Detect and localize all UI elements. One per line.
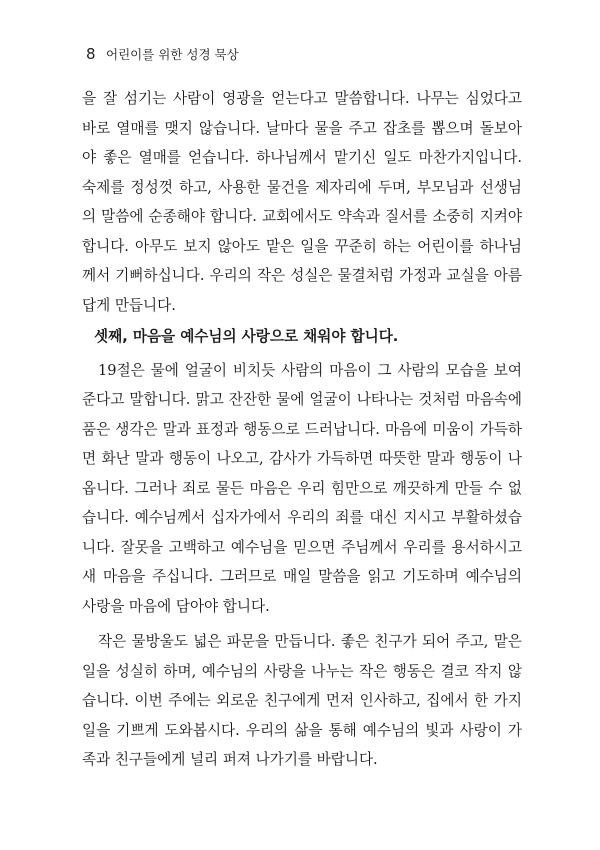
running-header bbox=[86, 45, 239, 63]
paragraph: 19절은 물에 얼굴이 비치듯 사람의 마음이 그 사람의 모습을 보여 준다고 말합니다. 맑고 잔잔한 물에 얼굴이 나타나는 것처럼 마음속에 품은 생각은 말과 표정과 행동으로 드러납니다. 마음에 미움이 가득하면 화난 말과 행동이 나오고, 감사가 가득하면 따뜻한 말과 행동이 나옵니다. 그러나 죄로 물든 마음은 우리 힘만으로 깨끗하게 만들 수 없습니다. 예수님께서 십자가에서 우리의 죄를 대신 지시고 부활하셨습니다. 잘못을 고백하고 예수님을 믿으면 주님께서 우리를 용서하시고 새 마음을 주십니다. 그러므로 매일 말씀을 읽고 기도하며 예수님의 사랑을 마음에 담아야 합니다. bbox=[82, 361, 522, 615]
paragraph-closing: 작은 물방울도 넓은 파문을 만듭니다. 좋은 친구가 되어 주고, 맡은 일을 성실히 하며, 예수님의 사랑을 나누는 작은 행동은 결코 작지 않습니다. 이번 주에는 외로운 친구에게 먼저 인사하고, 집에서 한 가지 일을 기쁘게 도와봅시다. 우리의 삶을 통해 예수님의 빛과 사랑이 가족과 친구들에게 널리 퍼져 나가기를 바랍니다. bbox=[82, 633, 522, 768]
section-heading: 셋째, 마음을 예수님의 사랑으로 채워야 합니다. bbox=[94, 328, 399, 345]
paragraph-continued: 을 잘 섬기는 사람이 영광을 얻는다고 말씀합니다. 나무는 심었다고 바로 열매를 맺지 않습니다. 날마다 물을 주고 잡초를 뽑으며 돌보아야 좋은 열매를 얻습니다. 하나님께서 맡기신 일도 마찬가지입니다. 숙제를 정성껏 하고, 사용한 물건을 제자리에 두며, 부모님과 선생님의 말씀에 순종해야 합니다. 교회에서도 약속과 질서를 소중히 지켜야 합니다. 아무도 보지 않아도 맡은 일을 꾸준히 하는 어린이를 하나님께서 기뻐하십니다. 우리의 작은 성실은 물결처럼 가정과 교실을 아름답게 만듭니다. bbox=[82, 90, 522, 314]
book-title: 어린이를 위한 성경 묵상 bbox=[106, 47, 239, 62]
page-body bbox=[82, 84, 522, 775]
page-number: 8 bbox=[86, 45, 96, 63]
